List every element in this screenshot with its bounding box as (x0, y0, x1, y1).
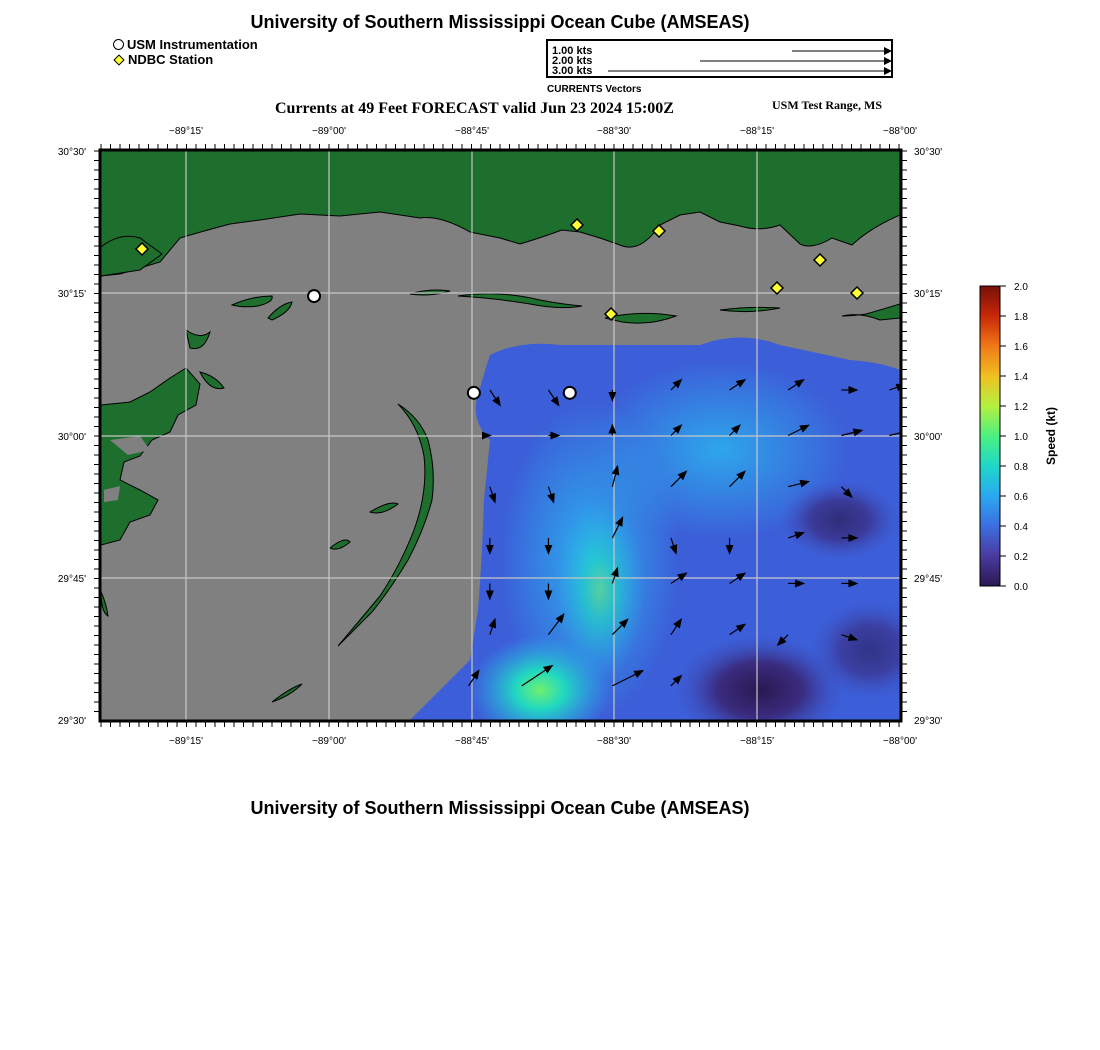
lon-tick-label: −88°30' (597, 736, 631, 747)
colorbar-tick-label: 0.4 (1014, 522, 1028, 533)
lon-tick-label: −88°00' (883, 126, 917, 137)
usm-station-marker[interactable] (468, 387, 480, 399)
colorbar (980, 286, 1000, 586)
colorbar-tick-label: 1.6 (1014, 342, 1028, 353)
lon-tick-label: −88°30' (597, 126, 631, 137)
region-label: USM Test Range, MS (772, 98, 883, 112)
lon-tick-label: −89°15' (169, 736, 203, 747)
lon-tick-label: −89°00' (312, 126, 346, 137)
lon-tick-labels-bottom (169, 736, 917, 747)
lat-tick-label: 30°00' (57, 432, 86, 443)
lat-tick-label: 30°15' (57, 289, 86, 300)
vector-scale-label-2: 2.00 kts (552, 55, 593, 67)
lat-tick-label: 30°15' (914, 289, 943, 300)
lon-tick-label: −89°00' (312, 736, 346, 747)
lat-tick-label: 29°45' (57, 574, 86, 585)
lon-tick-labels-top (169, 126, 917, 137)
lat-tick-label: 29°45' (914, 574, 943, 585)
forecast-subtitle: Currents at 49 Feet FORECAST valid Jun 23 2024 15:00Z (275, 100, 674, 117)
colorbar-tick-label: 0.8 (1014, 462, 1028, 473)
colorbar-tick-label: 1.0 (1014, 432, 1028, 443)
usm-station-marker[interactable] (308, 290, 320, 302)
lat-tick-labels-left (58, 147, 86, 727)
lon-tick-label: −88°45' (455, 736, 489, 747)
colorbar-tick-label: 1.2 (1014, 402, 1028, 413)
lat-tick-label: 29°30' (914, 716, 943, 727)
top-title: University of Southern Mississippi Ocean Cube (AMSEAS) (250, 12, 750, 32)
lon-tick-label: −88°45' (455, 126, 489, 137)
lon-tick-label: −88°15' (740, 736, 774, 747)
colorbar-tick-label: 1.8 (1014, 312, 1028, 323)
lon-tick-label: −89°15' (169, 126, 203, 137)
lat-tick-labels-right (914, 147, 942, 727)
colorbar-ticks (1000, 282, 1028, 593)
colorbar-tick-label: 2.0 (1014, 282, 1028, 293)
lat-tick-label: 29°30' (57, 716, 86, 727)
legend-ndbc-label: NDBC Station (128, 52, 214, 67)
lat-tick-label: 30°00' (914, 432, 943, 443)
colorbar-tick-label: 0.0 (1014, 582, 1028, 593)
colorbar-label: Speed (kt) (1044, 406, 1058, 466)
colorbar-tick-label: 0.2 (1014, 552, 1028, 563)
vector-scale-label-3: 3.00 kts (552, 65, 593, 77)
lat-tick-label: 30°30' (914, 147, 943, 158)
lon-tick-label: −88°00' (883, 736, 917, 747)
lon-tick-label: −88°15' (740, 126, 774, 137)
vector-scale-label-1: 1.00 kts (552, 45, 593, 57)
bottom-title: University of Southern Mississippi Ocean Cube (AMSEAS) (250, 798, 750, 818)
colorbar-tick-label: 1.4 (1014, 372, 1028, 383)
usm-station-marker[interactable] (564, 387, 576, 399)
vector-scale-caption: CURRENTS Vectors (547, 84, 642, 95)
legend-usm-label: USM Instrumentation (127, 37, 258, 52)
colorbar-tick-label: 0.6 (1014, 492, 1028, 503)
lat-tick-label: 30°30' (57, 147, 86, 158)
